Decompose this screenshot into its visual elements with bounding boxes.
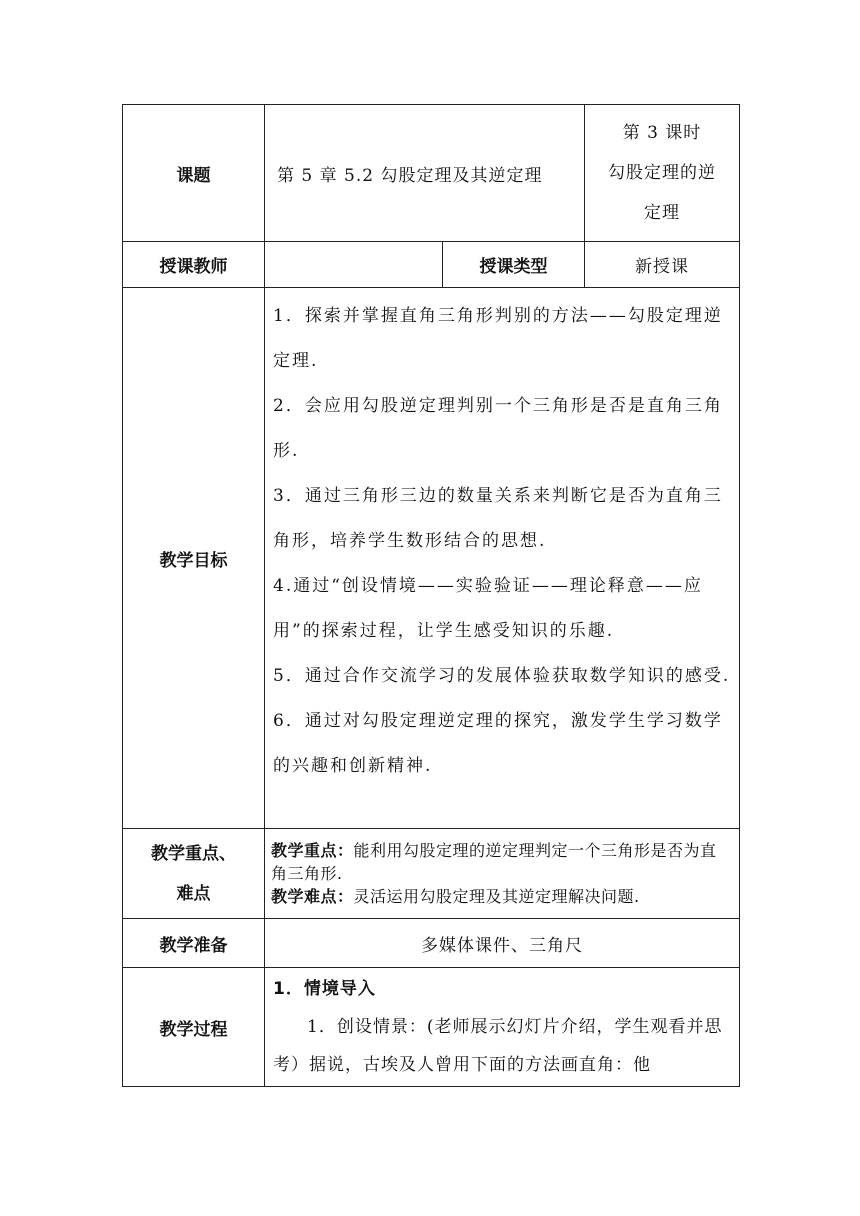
row-process: [123, 968, 740, 1087]
row-topic: [123, 105, 740, 242]
goal-item-3: 3．通过三角形三边的数量关系来判断它是否为直角三角形，培养学生数形结合的思想.: [273, 486, 723, 551]
difficulty-paragraph: [271, 885, 733, 908]
prep-value: 多媒体课件、三角尺: [265, 919, 740, 968]
goals-content: [265, 288, 740, 829]
topic-value: 第 5 章 5.2 勾股定理及其逆定理: [265, 105, 585, 242]
goal-item-5: 5．通过合作交流学习的发展体验获取数学知识的感受.: [273, 666, 731, 686]
goal-item-1: 1．探索并掌握直角三角形判别的方法——勾股定理逆定理.: [273, 306, 723, 371]
topic-label: 课题: [123, 105, 265, 242]
focus-text: 能利用勾股定理的逆定理判定一个三角形是否为直角三角形.: [271, 841, 717, 883]
lesson-period-cell: [585, 105, 740, 242]
row-prep: [123, 919, 740, 968]
prep-label: 教学准备: [123, 919, 265, 968]
key-points-content: [265, 829, 740, 919]
lesson-subtitle-line2: 定理: [644, 203, 680, 223]
process-label: 教学过程: [123, 968, 265, 1087]
lesson-period: 第 3 课时: [622, 123, 702, 143]
row-goals: [123, 288, 740, 829]
focus-paragraph: [271, 839, 733, 885]
difficulty-text: 灵活运用勾股定理及其逆定理解决问题.: [353, 887, 640, 906]
focus-label: 教学重点：: [271, 841, 354, 860]
teacher-label: 授课教师: [123, 242, 265, 288]
difficulty-label: 教学难点：: [271, 887, 354, 906]
row-teacher: [123, 242, 740, 288]
goal-item-6: 6．通过对勾股定理逆定理的探究，激发学生学习数学的兴趣和创新精神.: [273, 711, 723, 776]
lesson-plan-table: [122, 104, 740, 1087]
process-paragraph: 1．创设情景：(老师展示幻灯片介绍，学生观看并思考）据说，古埃及人曾用下面的方法画直角：他: [273, 1017, 723, 1075]
process-section-title: 1．情境导入: [273, 979, 376, 999]
key-points-label: [123, 829, 265, 919]
goal-item-4: 4.通过“创设情境——实验验证——理论释意——应用”的探索过程，让学生感受知识的乐趣.: [273, 576, 703, 641]
process-content: [265, 968, 740, 1087]
key-points-label-line2: 难点: [176, 883, 211, 904]
goals-label: 教学目标: [123, 288, 265, 829]
goal-item-2: 2．会应用勾股逆定理判别一个三角形是否是直角三角形.: [273, 396, 723, 461]
lesson-type-label: 授课类型: [443, 242, 585, 288]
lesson-type-value: 新授课: [585, 242, 740, 288]
row-key-points: [123, 829, 740, 919]
lesson-subtitle-line1: 勾股定理的逆: [608, 163, 716, 183]
key-points-label-line1: 教学重点、: [151, 843, 236, 864]
teacher-value: [265, 242, 443, 288]
